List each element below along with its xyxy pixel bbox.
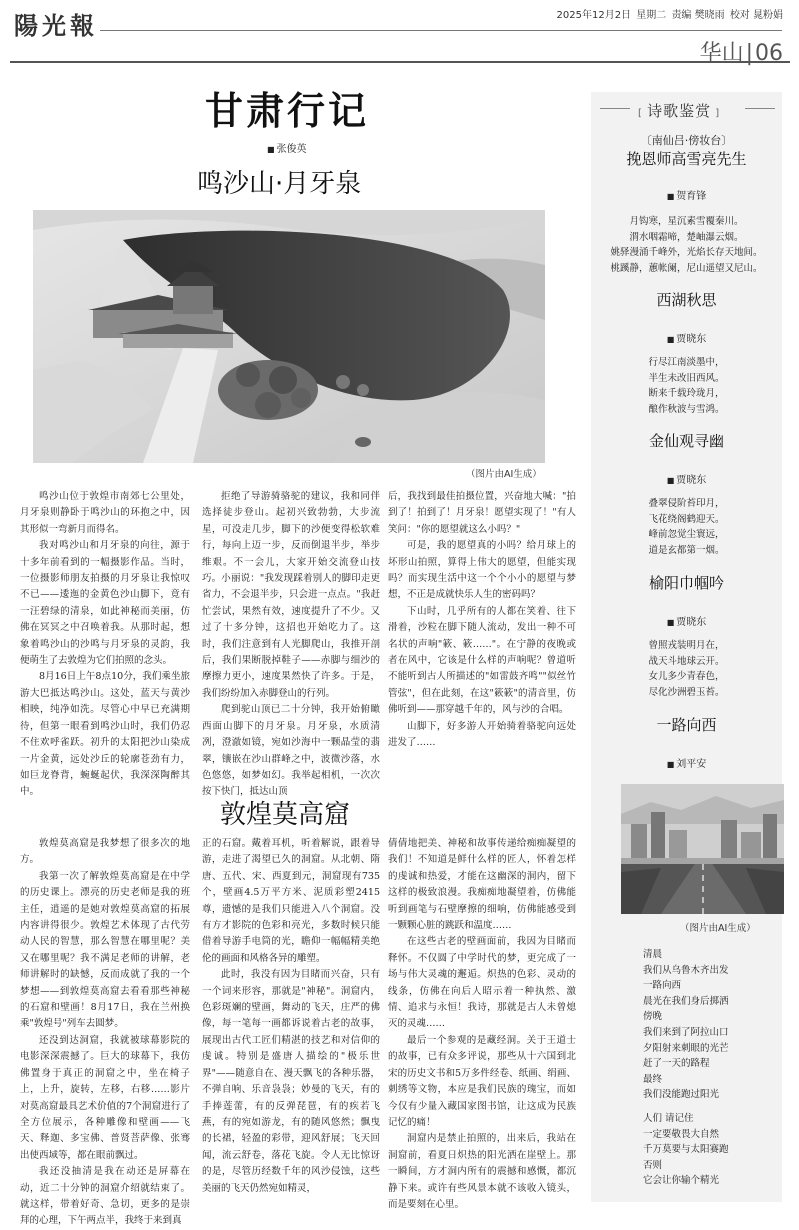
desert-oasis-illustration bbox=[33, 210, 545, 463]
article-main-title: 甘肃行记 bbox=[205, 89, 370, 133]
sidebar-title-rule-left bbox=[600, 108, 630, 109]
poem-line: 酿作秋波与雪鸿。 bbox=[648, 403, 725, 415]
poem4-author: ■ 贾晓东 bbox=[667, 617, 707, 628]
section-name: 华山 bbox=[699, 41, 744, 66]
poem4-title: 榆阳巾帼吟 bbox=[648, 574, 724, 592]
poem5-title: 一路向西 bbox=[656, 716, 717, 734]
poem-line: 叠翠侵阶苔印月， bbox=[648, 498, 725, 509]
poem-line: 月钩寒，星沉素雪覆秦川。 bbox=[629, 216, 744, 227]
poem-line: 尽化沙洲碧玉苔。 bbox=[648, 686, 725, 698]
header-divider bbox=[10, 61, 790, 63]
poem-line: 战天斗地球云开。 bbox=[648, 655, 725, 667]
poem-line: 傍晚 bbox=[643, 1011, 663, 1023]
paragraph: 还没到达洞窟，我就被球幕影院的电影深深震撼了。巨大的球幕下，我仿佛置身于真正的洞窟之中，坐在椅子上，上升，旋转，左移，右移……影片对莫高窟最具艺术价值的7个洞窟进行了全方位展示，各种雕像和壁画——飞天、释迦、多宝佛、普贤菩萨像、张骞出使西域等，都在眼前飘过。 bbox=[20, 1034, 190, 1161]
editor-credit: 责编 樊晓雨 bbox=[671, 10, 725, 21]
poem-line: 断来千载玲珑月， bbox=[648, 388, 725, 400]
poem-line: 赶了一天的路程 bbox=[643, 1058, 710, 1070]
paragraph: 爬到驼山顶已二十分钟，我开始俯瞰西面山脚下的月牙泉。月牙泉，水质清冽，澄澈如镜，宛如沙海中一颗晶莹的翡翠，镶嵌在沙山群峰之中，波微沙落，水色悠悠，如梦如幻。我举起相机，一次次按下快门，抵达山顶 bbox=[202, 704, 380, 798]
poem-line: 最终 bbox=[643, 1073, 663, 1085]
article1-column-3 bbox=[388, 489, 576, 752]
sidebar-title-text: 诗歌鉴赏 bbox=[647, 102, 712, 120]
paragraph: 倩倩地把美、神秘和故事传递给痴痴凝望的我们！不知道是鲜什么样的匠人，怀着怎样的虔诚和热爱，才能在这幽深的洞内，留下这样的极致浪漫。我痴痴地凝望着，仿佛能听到画笔与石壁摩擦的细响，仿佛能感受到一颗颗心脏的跳跃和温度…… bbox=[388, 838, 576, 932]
paragraph: 我对鸣沙山和月牙泉的向往，源于十多年前看到的一幅摄影作品。当时，一位摄影师朋友拍摄的月牙泉让我惊叹不已——逶迤的金黄色沙山脚下，竟有一汪碧绿的清泉，如此神秘而美丽，仿佛在冥冥之中召唤着我。从那时起，想象着鸣沙山的沙鸣与月牙泉的灵韵，我便萌生了去敦煌为它们拍照的念头。 bbox=[20, 540, 190, 667]
poem-line: 它会让你输个精光 bbox=[643, 1175, 720, 1187]
page-section: 华山|06 bbox=[699, 41, 783, 66]
poem-line: 姚驿漫涌千峰外，光焰长存天地间。 bbox=[610, 247, 763, 259]
poem2-body bbox=[591, 355, 782, 417]
photo-caption: （图片由AI生成） bbox=[466, 469, 542, 480]
page-number: 06 bbox=[755, 41, 783, 66]
poem-line: 峰前忽觉尘寰远， bbox=[648, 529, 725, 541]
poem-line: 我们从乌鲁木齐出发 bbox=[643, 964, 729, 976]
poem5-author: ■ 刘平安 bbox=[667, 759, 707, 770]
poem1-body bbox=[591, 214, 782, 276]
poem-line: 飞花绕阁鹤迎天。 bbox=[648, 513, 725, 525]
poem4-body bbox=[591, 638, 782, 700]
article2-column-2 bbox=[202, 836, 380, 1197]
proofreader-credit: 校对 晁粉娟 bbox=[729, 10, 783, 21]
poem5-body bbox=[643, 947, 729, 1189]
paragraph: 我第一次了解敦煌莫高窟是在中学的历史课上。漂亮的历史老师是我的班主任，逍遥的是她对敦煌莫高窟的拓展内容讲得很少。敦煌艺术体现了古代劳动人民的智慧，那么智慧在哪里呢？美又在哪里呢？我不满足老师的讲解，老师讲解时的缺憾，反而成就了我的一个梦想——到敦煌莫高窟去看看那些神秘的石窟和壁画！8月17日，我在兰州换乘"敦煌号"列车去圆梦。 bbox=[20, 870, 190, 1030]
poem-line: 女儿多少青春色， bbox=[648, 671, 725, 683]
poem-line: 行尽江南淡墨中， bbox=[648, 357, 725, 368]
poem-line: 一路向西 bbox=[643, 980, 682, 992]
poem3-title: 金仙观寻幽 bbox=[648, 432, 724, 450]
poem-line: 道是玄都第一烟。 bbox=[648, 544, 725, 556]
paragraph: 我还没抽清是我在动还是屏幕在动，近二十分钟的洞窟介绍就结束了。就这样，带着好奇、急切，更多的是崇拜的心理，下午两点半，我终于来到真 bbox=[20, 1166, 190, 1227]
paragraph: 此时，我没有因为目睹而兴奋，只有一个词来形容，那就是"神秘"。洞窟内，色彩斑斓的壁画，舞动的飞天，庄严的佛像，每一笔每一画都诉说着古老的故事，展现出古代工匠们精湛的技艺和对信仰的虔诚。特别是盛唐人描绘的"极乐世界"——随意自在、漫天飘飞的各种乐器，不弹自响、乐音袅袅；妙曼的飞天，有的手捧莲蕾，有的反弹琵琶，有的疾若飞燕，有的宛如游龙，有的随风悠然；飘曳的长裙，轻盈的彩带，迎风舒展；飞天回闻，流云舒卷，落花飞旋。令人无比惊讶的是，尽管历经数千年的风沙侵蚀，这些美丽的飞天仍然宛如精灵， bbox=[202, 969, 380, 1194]
paragraph: 鸣沙山位于敦煌市南郊七公里处，月牙泉则静卧于鸣沙山的环抱之中，因其形似一弯新月而得名。 bbox=[20, 491, 190, 535]
section-title-mingsha: 鸣沙山·月牙泉 bbox=[197, 169, 362, 199]
article1-column-2 bbox=[202, 489, 380, 801]
poem-line: 晨光在我们身后掷洒 bbox=[643, 995, 729, 1007]
poem-line: 一定要敬畏大自然 bbox=[643, 1128, 720, 1140]
header-rule bbox=[100, 30, 782, 31]
poem-line: 千万莫要与太阳赛跑 bbox=[643, 1144, 729, 1156]
paragraph: 8月16日上午8点10分，我们乘坐旅游大巴抵达鸣沙山。这处，蓝天与黄沙相映，纯净如洗。尽管心中早已充满期待，但第一眼看到鸣沙山时，我们仍忍不住欢呼雀跃。初升的太阳把沙山染成一片金黄，远处沙丘的轮廓苍劲有力，如巨龙脊背，蜿蜒起伏，我深深陶醉其中。 bbox=[20, 671, 190, 798]
paragraph: 在这些古老的壁画面前，我因为目睹而释怀。不仅圆了中学时代的梦，更完成了一场与伟大灵魂的邂逅。炽热的色彩、灵动的线条，仿佛在向后人昭示着一种执然、激情、追求与永恒！我诗，那就是古人未曾熄灭的灵魂…… bbox=[388, 936, 576, 1030]
poem1-author: ■ 贺育锋 bbox=[667, 191, 707, 202]
paragraph: 最后一个参观的是藏经洞。关于王道士的故事，已有众多评说，那些从十六国到北宋的历史文书和5万多件经卷、纸画、绢画、刺绣等文物，本应是我们民族的瑰宝，而如今仅有少量入藏国家图书馆，让这成为民族记忆的痛！ bbox=[388, 1034, 576, 1128]
poem-line: 夕阳射来刺眼的光芒 bbox=[643, 1042, 729, 1054]
paragraph: 下山时，几乎所有的人都在笑着、往下滑着，沙粒在脚下随人流动，发出一种不可名状的声响"簌、簌……"。在宁静的夜晚或者在风中，它该是什么样的声响呢？曾道听不能听到古人所描述的"如雷鼓齐鸣""似丝竹管弦"，但在此刻，在这"簌簌"的清音里，仿佛听到——那穿越千年的，风与沙的合唱。 bbox=[388, 605, 576, 716]
newspaper-masthead: 陽光報 bbox=[14, 11, 98, 40]
poem-line: 清晨 bbox=[643, 949, 663, 960]
poem-line: 半生未改旧西风。 bbox=[648, 372, 725, 384]
issue-date: 2025年12月2日 bbox=[556, 10, 632, 21]
paragraph: 后，我找到最佳拍摄位置，兴奋地大喊："拍到了！拍到了！月牙泉！愿望实现了！"有人笑问："你的愿望就这么小吗？" bbox=[388, 491, 576, 535]
poem2-author: ■ 贾晓东 bbox=[667, 334, 707, 345]
poem-line: 曾照戎装明月在， bbox=[648, 640, 725, 651]
poem-line: 渭水咽霜啼，楚岫瀑云烟。 bbox=[629, 231, 744, 243]
article1-column-1 bbox=[20, 489, 190, 801]
poem-line: 人们 请记住 bbox=[643, 1112, 694, 1124]
paragraph: 洞窟内是禁止拍照的，出来后，我站在洞窟前，看夏日炽热的阳光洒在崖壁上。那一瞬间，方才洞内所有的震撼和感慨，都沉静下来。或许有些风景本就不该收入镜头，而是要刻在心里。 bbox=[388, 1133, 576, 1210]
paragraph: 正的石窟。戴着耳机，听着解说，跟着导游，走进了渴望已久的洞窟。从北朝、隋唐、五代、宋、西夏到元，洞窟现有735个，壁画4.5万平方米、泥质彩塑2415尊，遗憾的是我们只能进入八个洞窟。没有方才影院的色彩和亮光，多数时候只能借着导游手电筒的光，瞻仰一幅幅精美绝伦的画面和风格各异的雕塑。 bbox=[202, 838, 380, 964]
poem-line: 否则 bbox=[643, 1159, 663, 1171]
poem-line: 我们来到了阿拉山口 bbox=[643, 1026, 729, 1038]
poem1-title: 挽恩师高雪亮先生 bbox=[626, 150, 747, 168]
sidebar-title-rule-right bbox=[745, 108, 775, 109]
poem3-author: ■ 贾晓东 bbox=[667, 475, 707, 486]
poem1-form: 〔南仙吕·傍妆台〕 bbox=[640, 134, 733, 147]
issue-weekday: 星期二 bbox=[636, 10, 667, 21]
crescent-spring-photo bbox=[33, 210, 545, 463]
section-title-mogao: 敦煌莫高窟 bbox=[220, 800, 351, 830]
paragraph: 山脚下，好多游人开始骑着骆驼向远处进发了…… bbox=[388, 720, 576, 749]
article2-column-3 bbox=[388, 836, 576, 1213]
paragraph: 可是，我的愿望真的小吗？给月球上的坏形山拍照，算得上伟大的愿望，但能实现吗？而实现生活中这一个个小小的愿望与梦想，不正是成就快乐人生的密码吗？ bbox=[388, 540, 576, 601]
issue-info bbox=[555, 6, 783, 21]
city-road-photo bbox=[621, 784, 784, 914]
sidebar-title: [ 诗歌鉴赏 ] bbox=[638, 102, 721, 120]
article-byline: ■ 张俊英 bbox=[267, 140, 307, 155]
article2-column-1 bbox=[20, 836, 190, 1230]
poem-line: 我们没能跑过阳光 bbox=[643, 1089, 720, 1101]
stanza-gap bbox=[643, 1103, 729, 1111]
poem2-title: 西湖秋思 bbox=[656, 291, 717, 309]
poem-line: 桃蹊静，蕙帐阑，尼山遥望又尼山。 bbox=[610, 262, 763, 274]
poem5-photo-caption: （图片由AI生成） bbox=[680, 923, 756, 934]
poem3-body bbox=[591, 496, 782, 558]
paragraph: 拒绝了导游骑骆驼的建议，我和同伴选择徒步登山。起初兴致勃勃，大步流星，可没走几步，脚下的沙便变得松软难行，每向上迈一步，反而倒退半步，举步维艰。不一会儿，大家开始交流登山技巧。小丽说："我发现踩着别人的脚印走更省力，不会退半步，只会进一点点。"我赶忙尝试，果然有效，速度提升了不少。又过了十多分钟，这招也开始吃力了。这时，我们注意到有人光脚爬山，我推开剖后，我们果断脱掉鞋子——赤脚与细沙的摩擦力更小，速度果然快了许多。于是，我们纷纷加入赤脚登山的行列。 bbox=[202, 491, 380, 699]
paragraph: 敦煌莫高窟是我梦想了很多次的地方。 bbox=[20, 838, 190, 866]
city-illustration bbox=[621, 784, 784, 914]
